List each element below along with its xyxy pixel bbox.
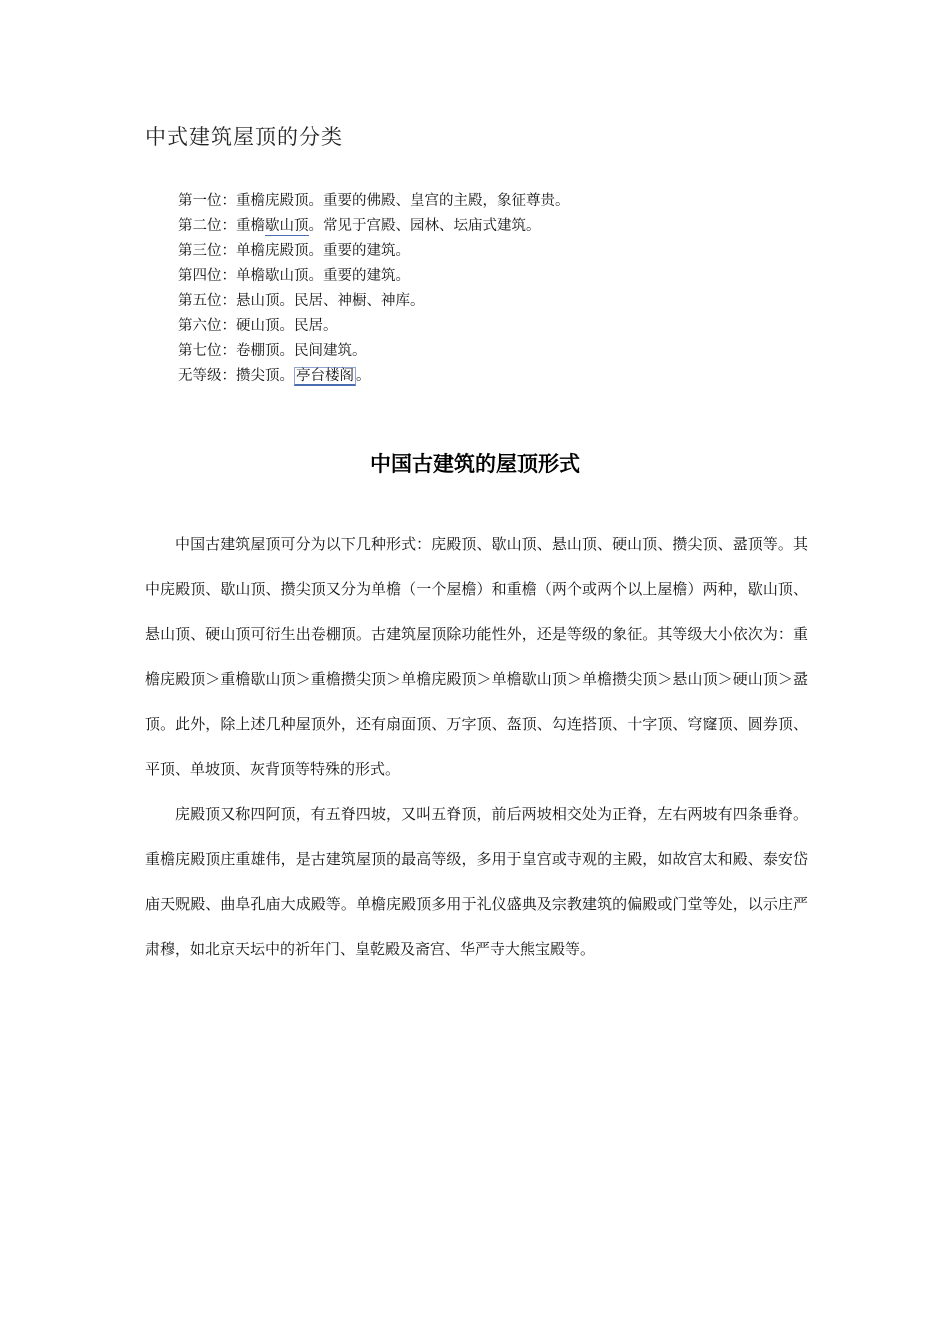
xieshanding-link[interactable]: 歇山顶	[265, 218, 309, 234]
list-item	[178, 189, 570, 214]
rank-text-after: 。常见于宫殿、园林、坛庙式建筑。	[308, 218, 541, 234]
rank-text: 第五位：悬山顶。民居、神橱、神库。	[178, 293, 425, 309]
document-title: 中式建筑屋顶的分类	[145, 125, 343, 149]
list-item	[178, 364, 570, 389]
paragraph: 庑殿顶又称四阿顶，有五脊四坡，又叫五脊顶，前后两坡相交处为正脊，左右两坡有四条垂脊。重檐庑殿顶庄重雄伟，是古建筑屋顶的最高等级，多用于皇宫或寺观的主殿，如故宫太和殿、泰安岱庙天贶殿、曲阜孔庙大成殿等。单檐庑殿顶多用于礼仪盛典及宗教建筑的偏殿或门堂等处，以示庄严肃穆，如北京天坛中的祈年门、皇乾殿及斋宫、华严寺大熊宝殿等。	[145, 805, 808, 958]
list-item	[178, 314, 570, 339]
body-text	[145, 522, 808, 972]
rank-text: 无等级：攒尖顶。	[178, 368, 294, 384]
list-item	[178, 214, 570, 239]
rank-text: 第二位：重檐	[178, 218, 265, 234]
tingtailouge-link[interactable]: 亭台楼阁	[296, 368, 354, 384]
paragraph: 中国古建筑屋顶可分为以下几种形式：庑殿顶、歇山顶、悬山顶、硬山顶、攒尖顶、盝顶等。其中庑殿顶、歇山顶、攒尖顶又分为单檐（一个屋檐）和重檐（两个或两个以上屋檐）两种，歇山顶、悬山顶、硬山顶可衍生出卷棚顶。古建筑屋顶除功能性外，还是等级的象征。其等级大小依次为：重檐庑殿顶＞重檐歇山顶＞重檐攒尖顶＞单檐庑殿顶＞单檐歇山顶＞单檐攒尖顶＞悬山顶＞硬山顶＞盝顶。此外，除上述几种屋顶外，还有扇面顶、万字顶、盔顶、勾连搭顶、十字顶、穹窿顶、圆券顶、平顶、单坡顶、灰背顶等特殊的形式。	[145, 535, 808, 778]
rank-text: 第四位：单檐歇山顶。重要的建筑。	[178, 268, 410, 284]
list-item	[178, 339, 570, 364]
list-item	[178, 264, 570, 289]
rank-text: 第一位：重檐庑殿顶。重要的佛殿、皇宫的主殿，象征尊贵。	[178, 193, 570, 209]
list-item	[178, 289, 570, 314]
rank-text-after: 。	[356, 368, 371, 384]
rank-text: 第七位：卷棚顶。民间建筑。	[178, 343, 367, 359]
rank-text: 第三位：单檐庑殿顶。重要的建筑。	[178, 243, 410, 259]
roof-rank-list	[178, 189, 570, 389]
list-item	[178, 239, 570, 264]
rank-text: 第六位：硬山顶。民居。	[178, 318, 338, 334]
section-heading: 中国古建筑的屋顶形式	[370, 452, 580, 476]
